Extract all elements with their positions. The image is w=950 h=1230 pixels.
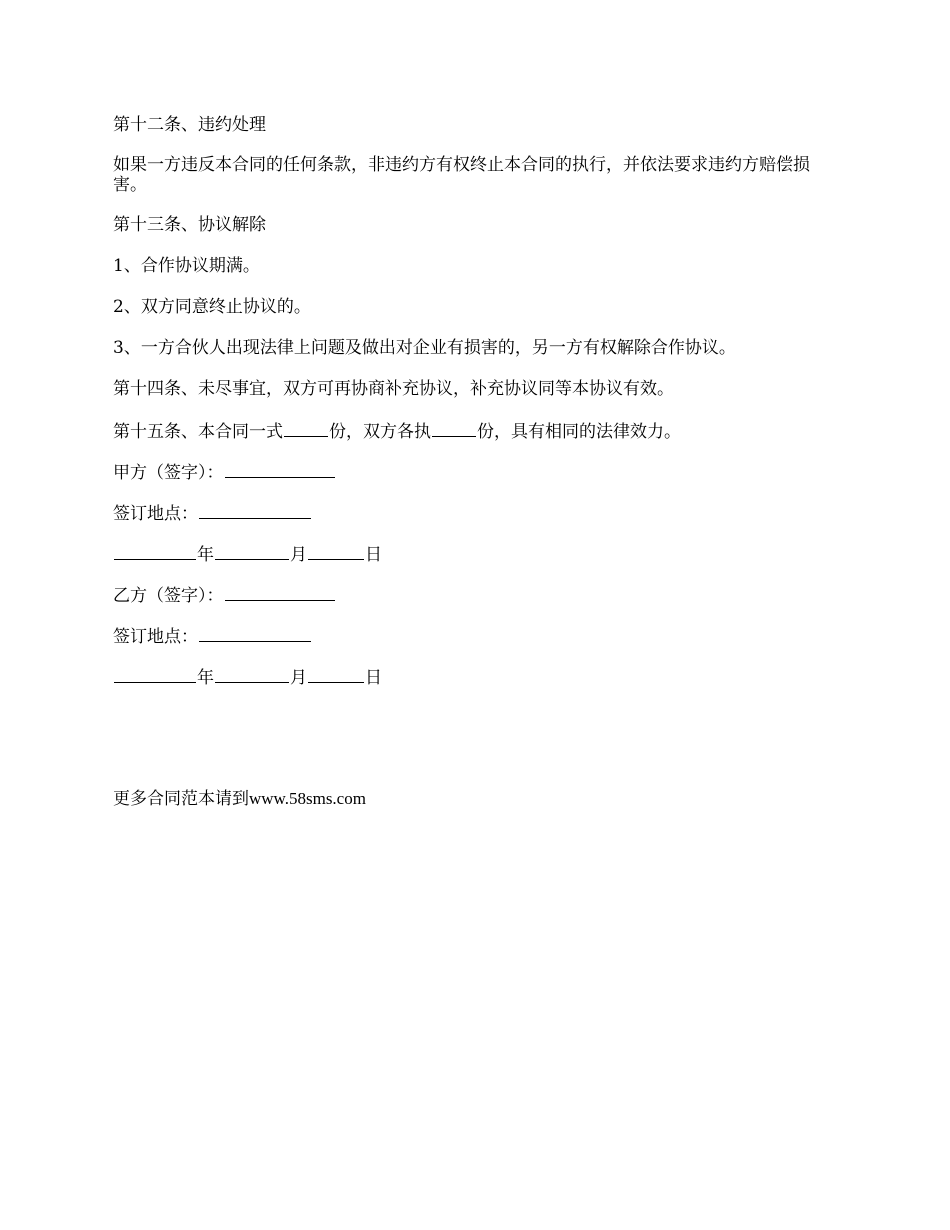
article14-text: 第十四条、未尽事宜，双方可再协商补充协议，补充协议同等本协议有效。 [113, 379, 674, 399]
party-a-year-label: 年 [197, 545, 214, 565]
party-a-year-blank[interactable] [114, 543, 196, 560]
party-a-day-label: 日 [365, 545, 382, 565]
party-b-year-blank[interactable] [114, 666, 196, 683]
party-a-day-blank[interactable] [308, 543, 364, 560]
party-a-place-row [113, 502, 312, 524]
party-b-signature-label: 乙方（签字）： [113, 586, 224, 606]
article12-heading: 第十二条、违约处理 [113, 115, 266, 135]
party-a-place-blank[interactable] [199, 502, 311, 519]
article13-heading: 第十三条、协议解除 [113, 215, 266, 235]
party-b-signature-blank[interactable] [225, 584, 335, 601]
party-b-signature-row [113, 584, 336, 606]
copies-total-blank[interactable] [284, 420, 328, 437]
party-a-place-label: 签订地点： [113, 504, 198, 524]
article13-item-2: 2、双方同意终止协议的。 [113, 297, 311, 317]
party-b-place-row [113, 625, 312, 647]
party-a-month-blank[interactable] [215, 543, 289, 560]
copies-each-blank[interactable] [432, 420, 476, 437]
article12-body: 如果一方违反本合同的任何条款，非违约方有权终止本合同的执行，并依法要求违约方赔偿损害。 [113, 155, 810, 195]
article13-item-3: 3、一方合伙人出现法律上问题及做出对企业有损害的，另一方有权解除合作协议。 [113, 338, 736, 358]
party-b-place-blank[interactable] [199, 625, 311, 642]
footer-prefix: 更多合同范本请到 [113, 789, 249, 808]
article15-text [113, 420, 681, 442]
article15-part3: 份，具有相同的法律效力。 [477, 422, 681, 442]
article13-item-1: 1、合作协议期满。 [113, 256, 260, 276]
footer-note [113, 789, 366, 809]
footer-site-link[interactable]: www.58sms.com [249, 789, 366, 808]
party-a-signature-row [113, 461, 336, 483]
article15-part1: 第十五条、本合同一式 [113, 422, 283, 442]
party-b-day-blank[interactable] [308, 666, 364, 683]
party-b-date-row [113, 666, 382, 688]
article15-part2: 份，双方各执 [329, 422, 431, 442]
party-b-month-blank[interactable] [215, 666, 289, 683]
party-b-day-label: 日 [365, 668, 382, 688]
party-a-month-label: 月 [290, 545, 307, 565]
party-b-month-label: 月 [290, 668, 307, 688]
party-b-year-label: 年 [197, 668, 214, 688]
party-a-date-row [113, 543, 382, 565]
party-b-place-label: 签订地点： [113, 627, 198, 647]
party-a-signature-label: 甲方（签字）： [113, 463, 224, 483]
party-a-signature-blank[interactable] [225, 461, 335, 478]
